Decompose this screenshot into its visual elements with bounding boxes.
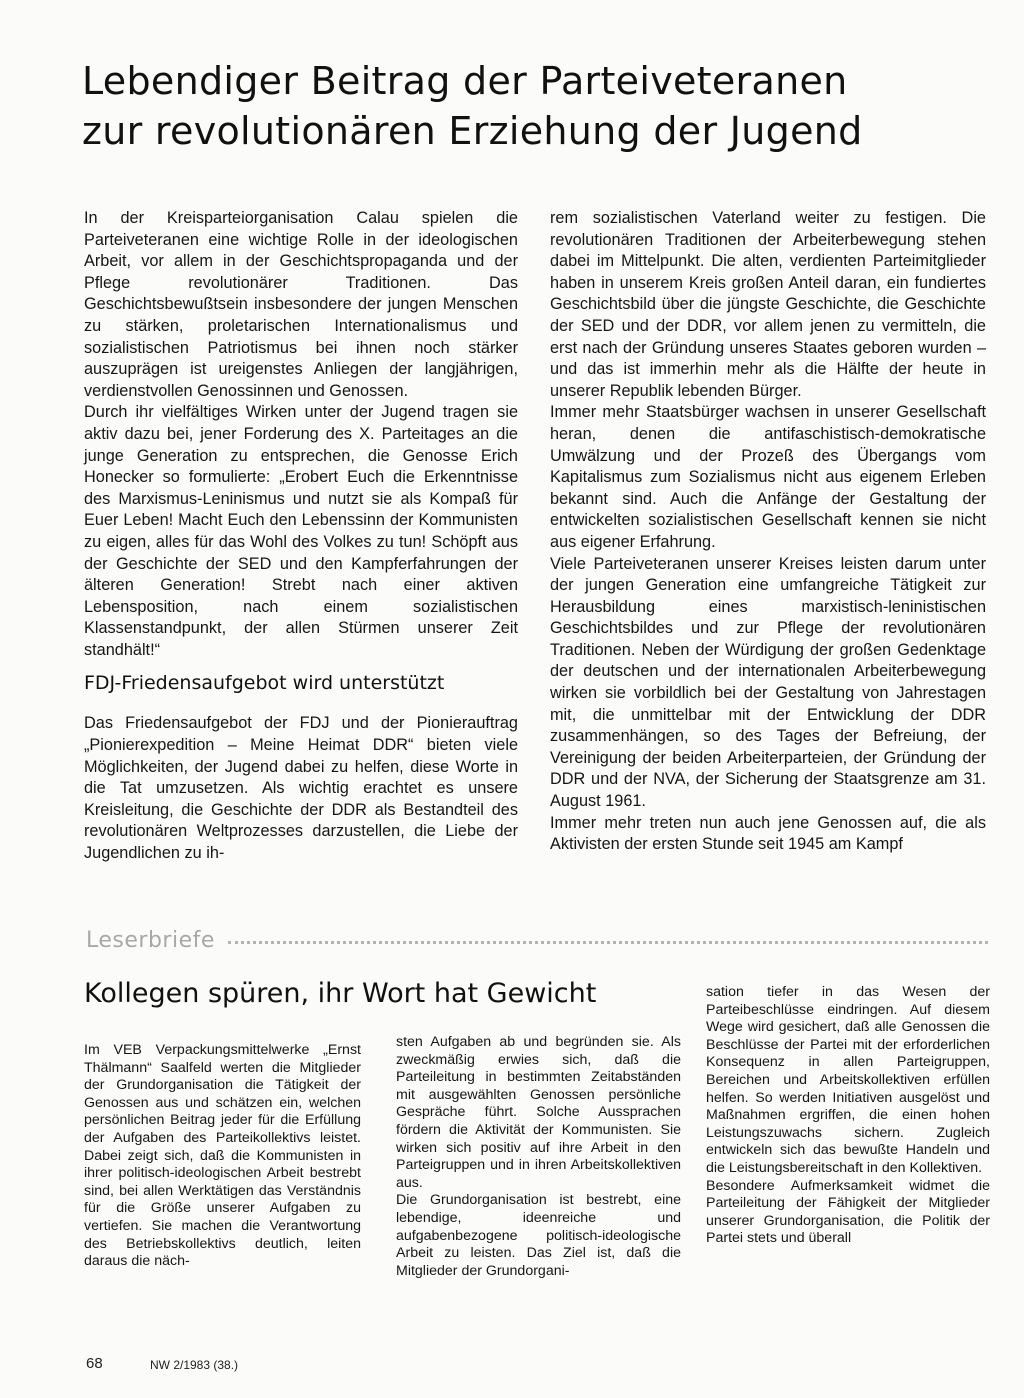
article1-right-column: [550, 208, 986, 856]
article2-column-2: [396, 1034, 681, 1280]
paragraph: Besondere Aufmerksamkeit widmet die Parteileitung der Fähigkeit der Mitglieder unserer Grundorganisation, die Politik der Partei stets und überall: [706, 1177, 990, 1247]
page-number: 68: [86, 1355, 103, 1372]
headline-line-1: Lebendiger Beitrag der Parteiveteranen: [82, 59, 848, 103]
section-divider: [228, 941, 988, 944]
article-headline: [82, 56, 982, 156]
publication-info: NW 2/1983 (38.): [150, 1358, 239, 1372]
paragraph: sten Aufgaben ab und begründen sie. Als zweckmäßig erwies sich, daß die Parteileitung in bestimmten Zeitabständen mit ausgewählten Genossen persönliche Gespräche führt. Solche Aussprachen fördern die Aktivität der Kommunisten. Sie wirken sich positiv auf ihre Arbeit in den Parteigruppen und in ihren Arbeitskollektiven aus.: [396, 1034, 681, 1191]
article2-column-3: [706, 984, 990, 1248]
paragraph: Immer mehr Staatsbürger wachsen in unserer Gesellschaft heran, denen die antifaschistisch-demokratische Umwälzung und der Prozeß des Übergangs vom Kapitalismus zum Sozialismus nicht aus eigenem Erleben bekannt sind. Auch die Anfänge der Gestaltung der entwickelten sozialistischen Gesellschaft kennen sie nicht aus eigener Erfahrung.: [550, 403, 986, 551]
article1-left-column: [84, 208, 518, 865]
headline-line-2: zur revolutionären Erziehung der Jugend: [82, 109, 863, 153]
paragraph: Durch ihr vielfältiges Wirken unter der Jugend tragen sie aktiv dazu bei, jener Forderung des X. Parteitages an die junge Generation zu entsprechen, die Genosse Erich Honecker so formulierte: „Erobert Euch die Erkenntnisse des Marxismus-Leninismus und nutzt sie als Kompaß für Euer Leben! Macht Euch den Lebenssinn der Kommunisten zu eigen, alles für das Wohl des Volkes zu tun! Schöpft aus der Geschichte der SED und den Kampferfahrungen der älteren Generation! Strebt nach einer aktiven Lebensposition, nach einem sozialistischen Klassenstandpunkt, der allen Stürmen unserer Zeit standhält!“: [84, 403, 518, 659]
article2-headline: Kollegen spüren, ihr Wort hat Gewicht: [84, 978, 597, 1009]
paragraph: Immer mehr treten nun auch jene Genossen auf, die als Aktivisten der ersten Stunde seit 1945 am Kampf: [550, 813, 986, 854]
paragraph: In der Kreisparteiorganisation Calau spielen die Parteiveteranen eine wichtige Rolle in der ideologischen Arbeit, vor allem in der Geschichtspropaganda und der Pflege revolutionärer Traditionen. Das Geschichtsbewußtsein insbesondere der jungen Menschen zu stärken, proletarischen Internationalismus und sozialistischen Patriotismus bei ihnen noch stärker auszuprägen ist ureigenstes Anliegen der langjährigen, verdienstvollen Genossinnen und Genossen.: [84, 209, 518, 400]
article2-column-1: [84, 1042, 361, 1271]
section-label: Leserbriefe: [86, 928, 215, 953]
paragraph: sation tiefer in das Wesen der Parteibeschlüsse eindringen. Auf diesem Wege wird gesichert, daß alle Genossen die Beschlüsse der Partei mit der erforderlichen Konsequenz in allen Parteigruppen, Bereichen und Arbeitskollektiven erfüllen helfen. So werden Initiativen ausgelöst und Maßnahmen ergriffen, die einen hohen Leistungszuwachs sichern. Zugleich entwickeln sich das bewußte Handeln und die Leistungsbereitschaft in den Kollektiven.: [706, 984, 990, 1176]
paragraph: rem sozialistischen Vaterland weiter zu festigen. Die revolutionären Traditionen der Arbeiterbewegung stehen dabei im Mittelpunkt. Die alten, verdienten Parteimitglieder haben in unserem Kreis großen Anteil daran, ein fundiertes Geschichtsbild über die jüngste Geschichte, die Geschichte der SED und der DDR, vor allem jenen zu vermitteln, die erst nach der Gründung unseres Staates geboren wurden – und das ist immerhin mehr als die Hälfte der heute in unserer Republik lebenden Bürger.: [550, 209, 986, 400]
paragraph: Viele Parteiveteranen unserer Kreises leisten darum unter der jungen Generation eine umfangreiche Tätigkeit zur Herausbildung eines marxistisch-leninistischen Geschichtsbildes und zur Pflege der revolutionären Traditionen. Neben der Würdigung der großen Gedenktage der deutschen und der internationalen Arbeiterbewegung wirken sie vorbildlich bei der Gestaltung von Jahrestagen mit, die unmittelbar mit der Entwicklung der DDR zusammenhängen, so des Tages der Befreiung, der Vereinigung der beiden Arbeiterparteien, der Gründung der DDR und der NVA, der Sicherung der Staatsgrenze am 31. August 1961.: [550, 554, 986, 811]
paragraph: Die Grundorganisation ist bestrebt, eine lebendige, ideenreiche und aufgabenbezogene politisch-ideologische Arbeit zu leisten. Das Ziel ist, daß die Mitglieder der Grundorgani-: [396, 1192, 681, 1279]
paragraph: Das Friedensaufgebot der FDJ und der Pionierauftrag „Pionierexpedition – Meine Heimat DDR“ bieten viele Möglichkeiten, der Jugend dabei zu helfen, diese Worte in die Tat umzusetzen. Als wichtig erachtet es unsere Kreisleitung, die Geschichte der DDR als Bestandteil des revolutionären Weltprozesses darzustellen, die Liebe der Jugendlichen zu ih-: [84, 714, 518, 863]
subheading: FDJ-Friedensaufgebot wird unterstützt: [84, 672, 445, 695]
paragraph: Im VEB Verpackungsmittelwerke „Ernst Thälmann“ Saalfeld werten die Mitglieder der Grundorganisation die Tätigkeit der Genossen aus und schätzen ein, welchen persönlichen Beitrag jeder für die Erfüllung der Aufgaben des Parteikollektivs leistet. Dabei zeigt sich, daß die Kommunisten in ihrer politisch-ideologischen Arbeit bestrebt sind, bei allen Werktätigen das Verständnis für die Größe unserer Aufgaben zu vertiefen. Sie machen die Verantwortung des Betriebskollektivs deutlich, leiten daraus die näch-: [84, 1042, 361, 1270]
